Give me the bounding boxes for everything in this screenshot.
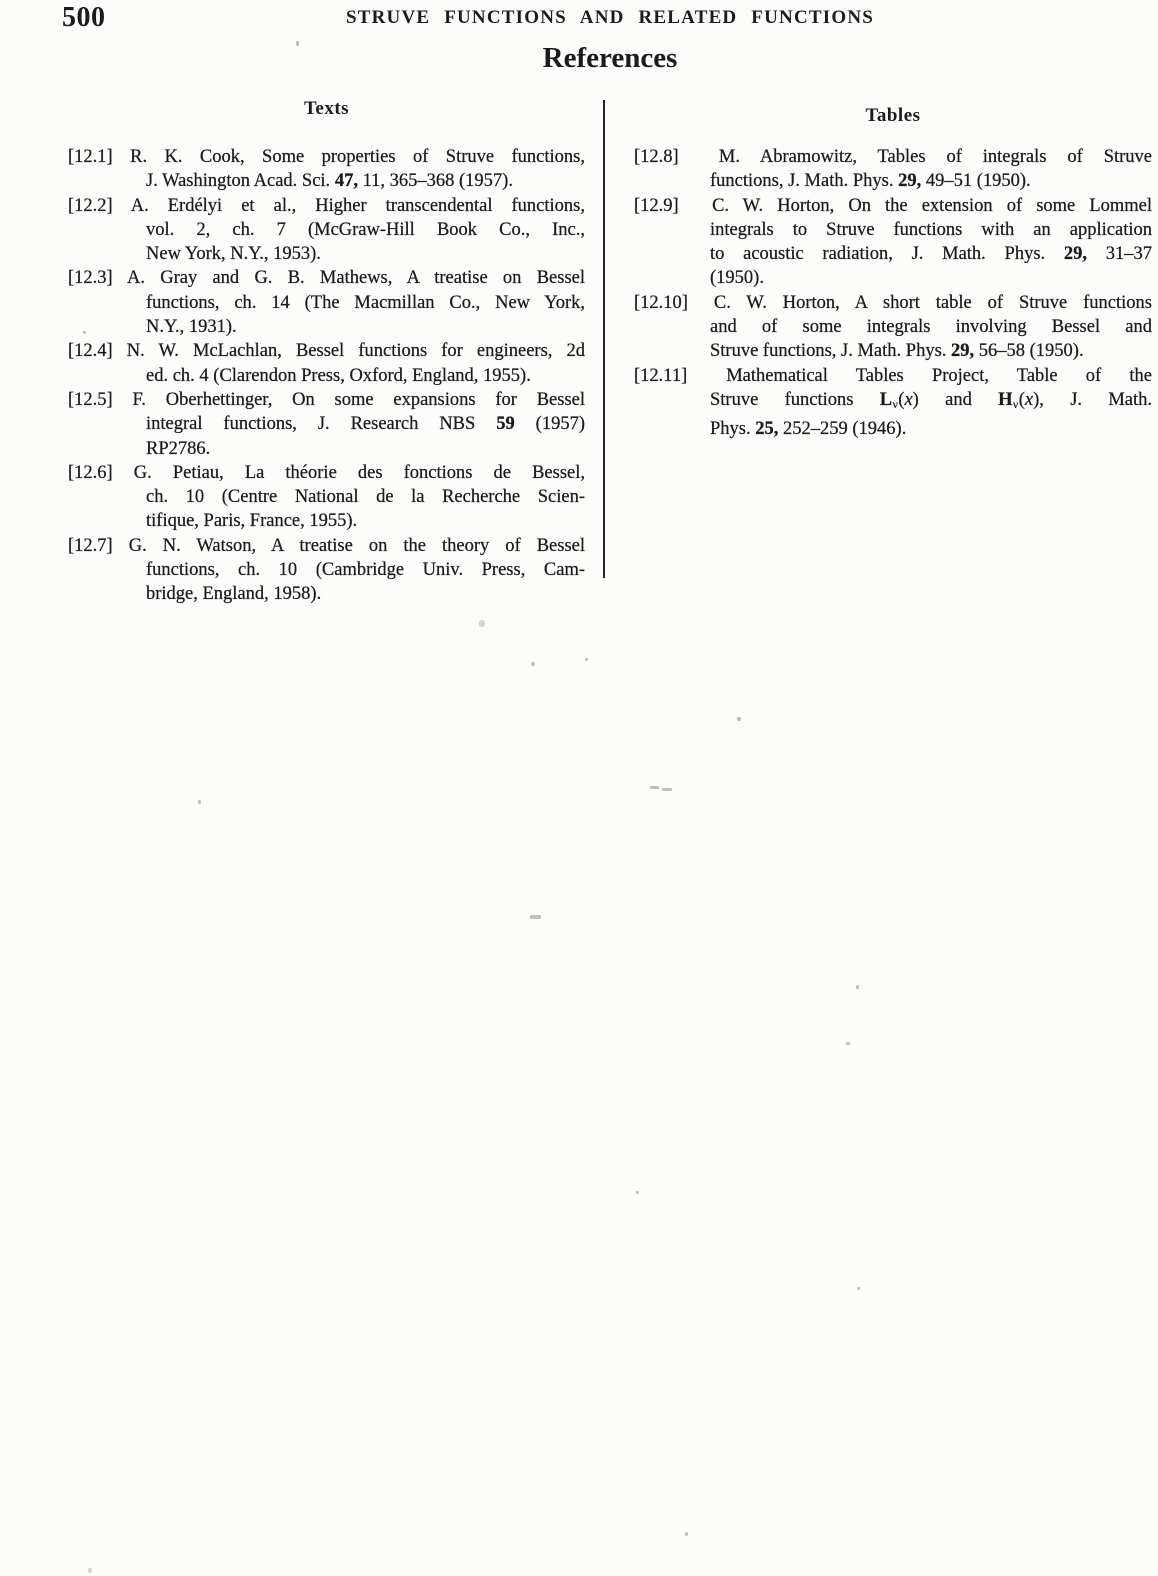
reference-line: integral functions, J. Research NBS 59 (1957): [146, 414, 585, 435]
reference-line: [12.9] C. W. Horton, On the extension of some Lommel: [634, 194, 1152, 218]
reference-line: functions, ch. 10 (Cambridge Univ. Press, Cam-: [146, 560, 585, 581]
scan-speck: [88, 1568, 92, 1573]
scan-speck: [650, 786, 659, 789]
reference-label: [12.1]: [68, 147, 113, 167]
reference-entry: [634, 194, 1152, 291]
reference-line: [12.4] N. W. McLachlan, Bessel functions for engineers, 2d: [68, 341, 586, 362]
scan-speck: [585, 658, 588, 661]
reference-label: [12.2]: [68, 195, 113, 216]
reference-line: [12.7] G. N. Watson, A treatise on the theory of Bessel: [68, 535, 586, 556]
scan-speck: [479, 620, 485, 627]
reference-entry: [68, 461, 585, 534]
reference-label: [12.7]: [68, 535, 113, 556]
reference-label: [12.10]: [634, 292, 688, 313]
tables-heading: Tables: [865, 105, 921, 126]
texts-column: [68, 96, 585, 607]
reference-line: Struve functions $L_\nu(x)$ and $H_\nu(x)$, J. Math.: [710, 389, 1152, 411]
reference-entry: [68, 145, 585, 194]
reference-entry: [68, 534, 585, 607]
page-number: 500: [62, 2, 106, 33]
scan-speck: [296, 41, 299, 46]
page-title: References: [542, 42, 678, 74]
reference-line: J. Washington Acad. Sci. 47, 11, 365–368 (1957).: [146, 171, 513, 192]
scan-speck: [531, 662, 535, 666]
reference-label: [12.5]: [68, 389, 113, 410]
scan-speck: [636, 1191, 639, 1194]
reference-entry: [68, 388, 585, 461]
reference-line: [12.3] A. Gray and G. B. Mathews, A treatise on Bessel: [68, 268, 585, 289]
scan-speck: [83, 331, 86, 334]
reference-label: [12.9]: [634, 195, 679, 216]
reference-line: [12.6] G. Petiau, La théorie des fonctions de Bessel,: [68, 462, 586, 483]
scan-speck: [198, 800, 201, 804]
texts-entries: [68, 145, 585, 607]
reference-entry: [634, 145, 1152, 194]
scan-speck: [737, 717, 741, 721]
texts-heading: Texts: [303, 98, 350, 119]
reference-line: Struve functions, J. Math. Phys. 29, 56–58 (1950).: [710, 341, 1084, 362]
reference-entry: [634, 291, 1152, 364]
reference-line: New York, N.Y., 1953).: [146, 244, 321, 265]
reference-label: [12.6]: [68, 462, 113, 483]
reference-line: and of some integrals involving Bessel and: [710, 317, 1152, 338]
reference-entry: [68, 194, 585, 267]
scan-speck: [856, 985, 859, 989]
reference-line: to acoustic radiation, J. Math. Phys. 29, 31–37: [710, 244, 1152, 265]
reference-line: (1950).: [710, 268, 764, 289]
reference-line: [12.1] R. K. Cook, Some properties of Struve functions,: [68, 147, 586, 167]
scan-speck: [662, 788, 672, 791]
reference-line: [12.11] Mathematical Tables Project, Table of the: [634, 364, 1152, 388]
reference-line: ed. ch. 4 (Clarendon Press, Oxford, England, 1955).: [146, 365, 531, 386]
tables-entries: [634, 145, 1152, 441]
reference-label: [12.8]: [634, 147, 679, 167]
reference-line: vol. 2, ch. 7 (McGraw-Hill Book Co., Inc.,: [146, 219, 585, 240]
running-head: STRUVE FUNCTIONS AND RELATED FUNCTIONS: [345, 7, 875, 28]
scan-speck: [846, 1042, 850, 1045]
reference-line: ch. 10 (Centre National de la Recherche Scien-: [146, 487, 585, 508]
reference-line: RP2786.: [146, 438, 211, 459]
scan-speck: [685, 1532, 688, 1536]
reference-line: [12.5] F. Oberhettinger, On some expansions for Bessel: [68, 389, 586, 410]
reference-line: functions, ch. 14 (The Macmillan Co., New York,: [146, 292, 585, 313]
reference-line: integrals to Struve functions with an application: [710, 219, 1152, 240]
reference-label: [12.11]: [634, 365, 688, 386]
reference-line: Phys. 25, 252–259 (1946).: [710, 419, 907, 440]
reference-label: [12.4]: [68, 341, 113, 362]
reference-line: N.Y., 1931).: [146, 317, 237, 338]
reference-line: tifique, Paris, France, 1955).: [146, 511, 358, 532]
reference-entry: [68, 339, 585, 388]
reference-line: functions, J. Math. Phys. 29, 49–51 (1950).: [710, 171, 1031, 192]
reference-entry: [68, 266, 585, 339]
reference-entry: [634, 364, 1152, 442]
scan-speck: [857, 1287, 860, 1290]
reference-line: [12.10] C. W. Horton, A short table of Struve functions: [634, 291, 1152, 315]
tables-column: [634, 96, 1152, 441]
reference-line: [12.8] M. Abramowitz, Tables of integrals of Struve: [634, 145, 1152, 169]
reference-label: [12.3]: [68, 268, 113, 289]
scan-speck: [530, 915, 541, 919]
reference-line: bridge, England, 1958).: [146, 584, 322, 605]
column-divider: [603, 100, 605, 578]
reference-line: [12.2] A. Erdélyi et al., Higher transcendental functions,: [68, 195, 585, 216]
